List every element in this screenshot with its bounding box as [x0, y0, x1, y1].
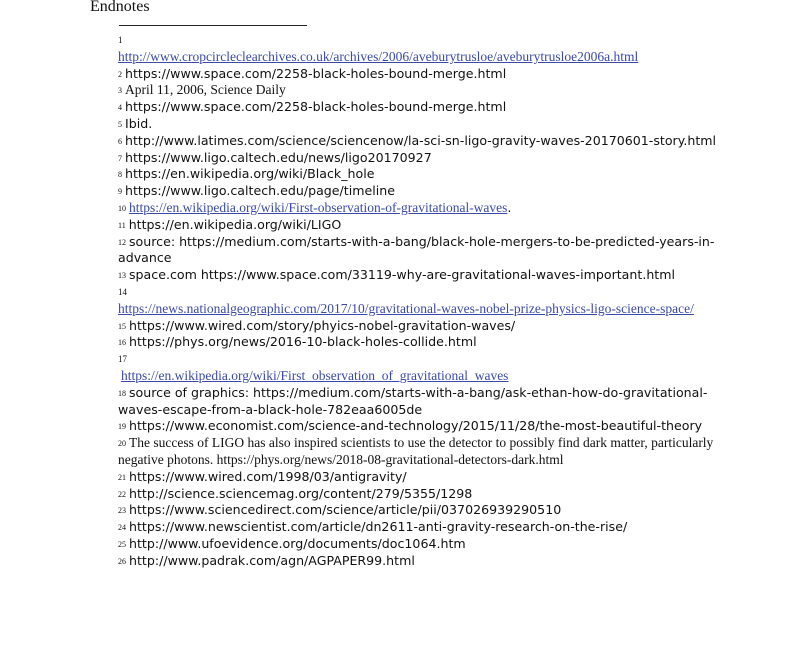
endnote-link[interactable]: https://en.wikipedia.org/wiki/First_observation_of_gravitational_waves — [121, 367, 509, 383]
heading-rule — [119, 25, 307, 26]
endnote-item — [118, 318, 718, 335]
endnote-number: 14 — [118, 286, 127, 297]
endnote-text: https://www.wired.com/1998/03/antigravity/ — [129, 468, 407, 484]
endnote-text: https://www.space.com/2258-black-holes-bound-merge.html — [125, 99, 507, 115]
endnote-number: 12 — [118, 237, 126, 247]
endnote-number: 22 — [118, 489, 126, 499]
endnote-number: 24 — [118, 523, 126, 533]
endnote-number: 6 — [118, 136, 122, 146]
endnote-number: 1 — [118, 35, 123, 45]
endnote-item[interactable] — [118, 200, 718, 217]
endnote-item — [118, 435, 718, 469]
endnote-number: 7 — [118, 153, 122, 163]
endnote-number: 18 — [118, 388, 126, 398]
endnote-item — [118, 183, 718, 200]
endnote-item — [118, 82, 718, 99]
endnote-text: April 11, 2006, Science Daily — [125, 82, 286, 98]
endnote-item — [118, 166, 718, 183]
endnote-number: 10 — [118, 203, 126, 213]
endnote-item[interactable] — [118, 368, 718, 385]
endnote-item — [118, 385, 718, 419]
endnote-item — [118, 150, 718, 167]
endnote-number: 4 — [118, 103, 122, 113]
endnote-number: 26 — [118, 556, 126, 566]
endnote-item — [118, 519, 718, 536]
endnote-number: 25 — [118, 539, 126, 549]
endnote-item — [118, 536, 718, 553]
endnote-text: http://www.latimes.com/science/sciencenow/la-sci-sn-ligo-gravity-waves-20170601-story.html — [125, 132, 717, 148]
endnote-item — [118, 553, 718, 570]
endnote-number: 9 — [118, 187, 122, 197]
endnote-item — [118, 217, 718, 234]
endnotes-list — [118, 32, 718, 570]
endnote-number: 3 — [118, 86, 122, 96]
endnote-item — [118, 116, 718, 133]
endnote-text: https://www.space.com/2258-black-holes-bound-merge.html — [125, 65, 507, 81]
endnote-text: http://www.ufoevidence.org/documents/doc1064.htm — [129, 535, 466, 551]
endnotes-heading: Endnotes — [90, 0, 150, 15]
endnote-number: 23 — [118, 506, 126, 516]
endnote-item[interactable] — [118, 301, 718, 318]
endnote-number: 13 — [118, 271, 126, 281]
endnote-link[interactable]: https://news.nationalgeographic.com/2017/10/gravitational-waves-nobel-prize-physics-ligo-science-space/ — [118, 300, 694, 316]
endnote-text: https://www.economist.com/science-and-technology/2015/11/28/the-most-beautiful-theory — [129, 418, 703, 434]
endnote-text: source of graphics: https://medium.com/starts-with-a-bang/ask-ethan-how-do-gravitational-waves-escape-from-a-black-hole-782eaa6005de — [118, 384, 708, 417]
endnote-number: 19 — [118, 422, 126, 432]
endnote-number: 21 — [118, 472, 126, 482]
endnote-number: 20 — [118, 439, 126, 449]
endnote-text: https://www.wired.com/story/phyics-nobel-gravitation-waves/ — [129, 317, 516, 333]
endnote-item — [118, 133, 718, 150]
endnote-item[interactable] — [118, 49, 718, 66]
endnote-number: 15 — [118, 321, 126, 331]
endnote-item — [118, 267, 718, 284]
endnote-text: https://www.ligo.caltech.edu/page/timeline — [125, 183, 395, 199]
endnote-text: https://en.wikipedia.org/wiki/Black_hole — [125, 166, 375, 182]
endnote-link[interactable]: https://en.wikipedia.org/wiki/First-observation-of-gravitational-waves — [129, 199, 508, 215]
endnote-text: http://science.sciencemag.org/content/279/5355/1298 — [129, 485, 473, 501]
endnote-item — [118, 502, 718, 519]
endnote-suffix: . — [507, 199, 512, 215]
endnote-text: https://phys.org/news/2016-10-black-holes-collide.html — [129, 334, 477, 350]
endnote-number: 2 — [118, 69, 122, 79]
endnote-text: http://www.padrak.com/agn/AGPAPER99.html — [129, 552, 415, 568]
endnote-item — [118, 66, 718, 83]
endnote-number: 8 — [118, 170, 122, 180]
endnote-text: source: https://medium.com/starts-with-a-bang/black-hole-mergers-to-be-predicted-years-in-advance — [118, 233, 715, 266]
endnote-number: 5 — [118, 119, 122, 129]
endnote-item — [118, 334, 718, 351]
endnote-item — [118, 418, 718, 435]
endnote-text: https://www.ligo.caltech.edu/news/ligo20170927 — [125, 149, 432, 165]
endnote-number: 17 — [118, 354, 127, 365]
endnote-text: Ibid. — [125, 115, 153, 131]
endnote-item — [118, 234, 718, 268]
endnote-text: https://www.sciencedirect.com/science/article/pii/037026939290510 — [129, 502, 562, 518]
endnote-text: space.com https://www.space.com/33119-why-are-gravitational-waves-important.html — [129, 267, 676, 283]
endnote-text: The success of LIGO has also inspired scientists to use the detector to possibly find dark matter, particularly negative photons. https://phys.org/news/2018-08-gravitational-detectors-dark.html — [118, 435, 714, 467]
endnote-number: 16 — [118, 338, 126, 348]
endnote-item — [118, 486, 718, 503]
endnote-text: https://www.newscientist.com/article/dn2611-anti-gravity-research-on-the-rise/ — [129, 519, 628, 535]
endnote-item — [118, 469, 718, 486]
endnote-number: 11 — [118, 220, 126, 230]
endnote-item — [118, 99, 718, 116]
endnote-text: https://en.wikipedia.org/wiki/LIGO — [128, 216, 342, 232]
endnote-link[interactable]: http://www.cropcircleclearchives.co.uk/archives/2006/aveburytrusloe/aveburytrusloe2006a.html — [118, 48, 639, 64]
